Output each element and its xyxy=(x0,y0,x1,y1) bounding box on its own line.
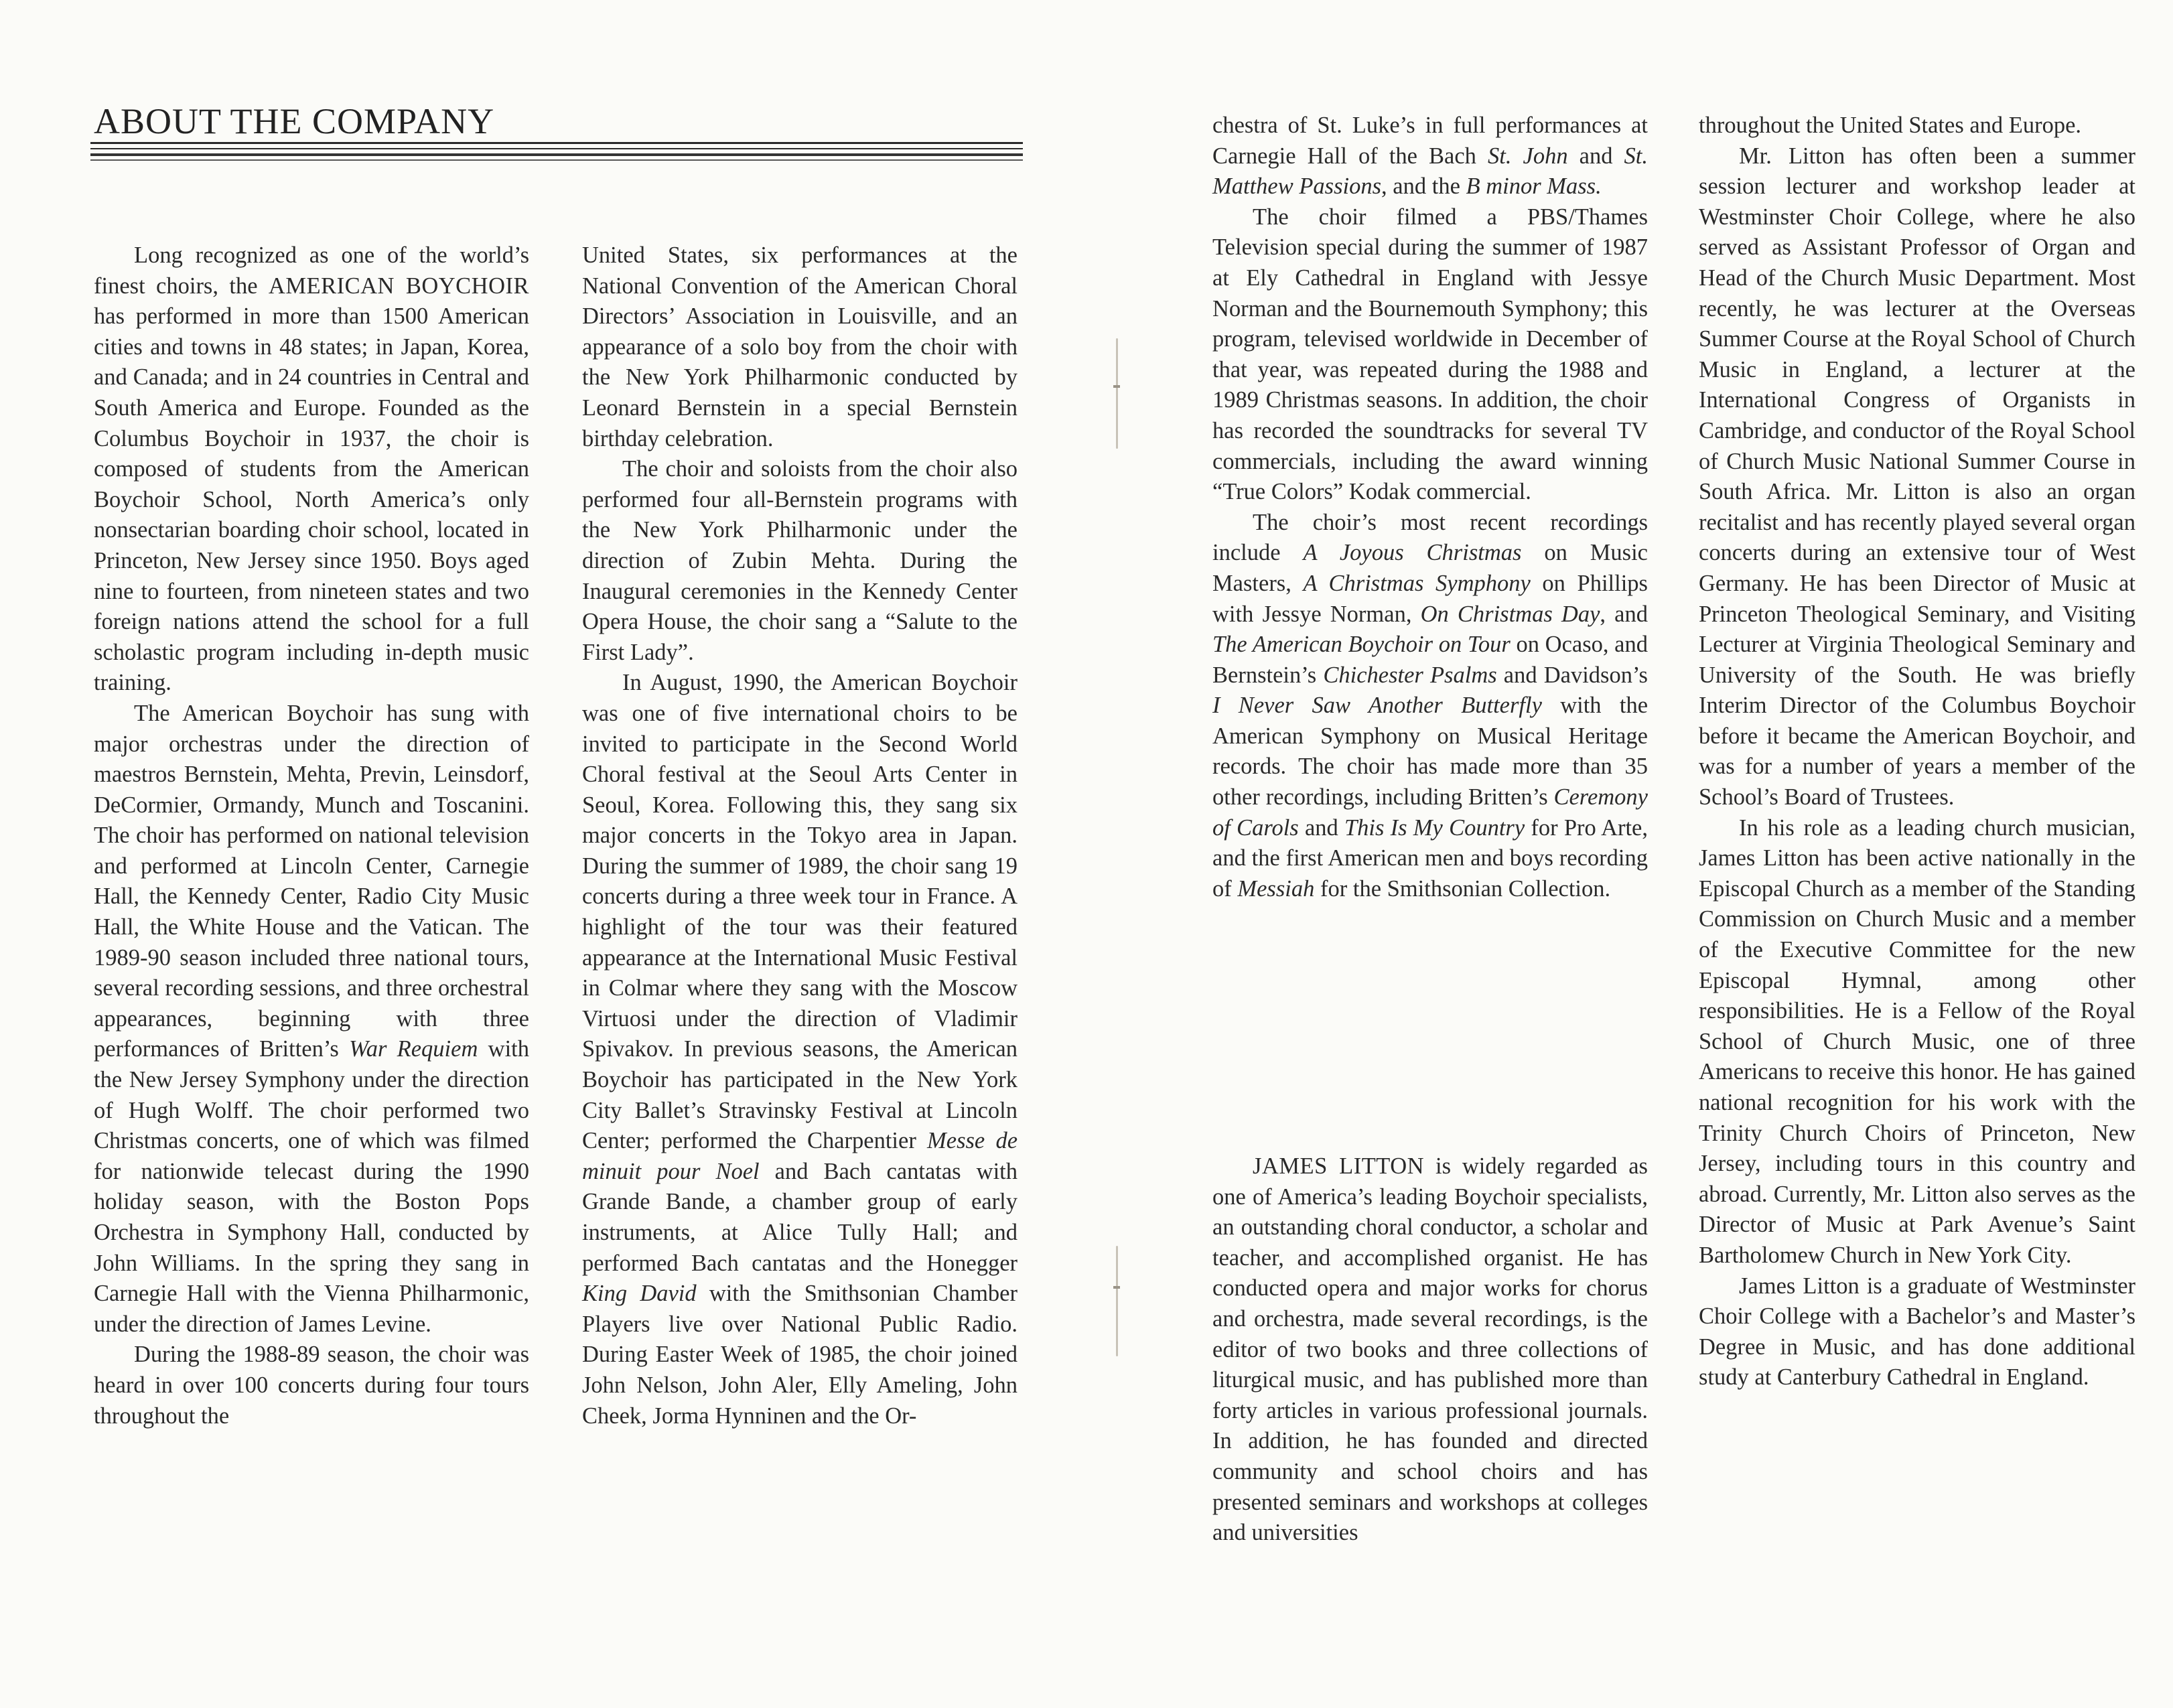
paragraph: chestra of St. Luke’s in full performances at Carnegie Hall of the Bach St. John and St. Matthew Passions, and the B minor Mass. xyxy=(1212,113,1648,200)
page-title: ABOUT THE COMPANY xyxy=(94,101,495,141)
paragraph: The choir filmed a PBS/Thames Television special during the summer of 1987 at Ely Cathedral in England with Jessye Norman and the Bournemouth Symphony; this program, televised worldwide in December of that year, was repeated during the 1988 and 1989 Christmas seasons. In addition, the choir has recorded the soundtracks for several TV commercials, including the award winning “True Colors” Kodak commercial. xyxy=(1212,204,1648,505)
title-rule xyxy=(90,159,1023,161)
paragraph: United States, six performances at the National Convention of the American Choral Directors’ Association in Louisville, and an appearance of a solo boy from the choir with the New York Philharmonic conducted by Leonard Bernstein in a special Bernstein birthday celebration. xyxy=(582,242,1018,451)
text-column-4 xyxy=(1699,111,2135,1393)
paragraph: James Litton is a graduate of Westminster Choir College with a Bachelor’s and Master’s Degree in Music, and has done additional study at Canterbury Cathedral in England. xyxy=(1699,1273,2135,1391)
litton-bio-column xyxy=(1212,1151,1648,1549)
paragraph: During the 1988-89 season, the choir was heard in over 100 concerts during four tours throughout the xyxy=(94,1342,529,1429)
paragraph: JAMES LITTON is widely regarded as one of America’s leading Boychoir specialists, an outstanding choral conductor, a scholar and teacher, and accomplished organist. He has conducted opera and major works for chorus and orchestra, made several recordings, is the editor of two books and three collections of liturgical music, and has published more than forty articles in various professional journals. In addition, he has founded and directed community and school choirs and has presented seminars and workshops at colleges and universities xyxy=(1212,1153,1648,1546)
paragraph: The choir’s most recent recordings include A Joyous Christmas on Music Masters, A Christmas Symphony on Phillips with Jessye Norman, On Christmas Day, and The American Boychoir on Tour on Ocaso, and Bernstein’s Chichester Psalms and Davidson’s I Never Saw Another Butterfly with the American Symphony on Musical Heritage records. The choir has made more than 35 other recordings, including Britten’s Ceremony of Carols and This Is My Country for Pro Arte, and the first American men and boys recording of Messiah for the Smithsonian Collection. xyxy=(1212,509,1649,902)
text-column-2 xyxy=(582,240,1018,1431)
staple-mark xyxy=(1116,1246,1118,1356)
paragraph: In his role as a leading church musician, James Litton has been active nationally in the Episcopal Church as a member of the Standing Commission on Church Music and a member of the Executive Committee for the new Episcopal Hymnal, among other responsibilities. He is a Fellow of the Royal School of Church Music, one of three Americans to receive this honor. He has gained national recognition for his work with the Trinity Church Choirs of Princeton, New Jersey, including tours in this country and abroad. Currently, Mr. Litton also serves as the Director of Music at Park Avenue’s Saint Bartholomew Church in New York City. xyxy=(1699,814,2135,1268)
paragraph: throughout the United States and Europe. xyxy=(1699,113,2082,138)
paragraph: Mr. Litton has often been a summer session lecturer and workshop leader at Westminster Choir College, where he also served as Assistant Professor of Organ and Head of the Church Music Department. Most recently, he was lecturer at the Overseas Summer Course at the Royal School of Church Music in England, a lecturer at the International Congress of Organists in Cambridge, and conductor of the Royal School of Church Music National Summer Course in South Africa. Mr. Litton is also an organ recitalist and has recently played several organ concerts during an extensive tour of West Germany. He has been Director of Music at Princeton Theological Seminary, and Visiting Lecturer at Virginia Theological Seminary and University of the South. He was briefly Interim Director of the Columbus Boychoir before it became the American Boychoir, and was for a number of years a member of the School’s Board of Trustees. xyxy=(1699,143,2135,810)
paragraph: The choir and soloists from the choir also performed four all-Bernstein programs with the New York Philharmonic under the direction of Zubin Mehta. During the Inaugural ceremonies in the Kennedy Center Opera House, the choir sang a “Salute to the First Lady”. xyxy=(582,456,1018,665)
title-rule xyxy=(90,148,1023,149)
text-column-1 xyxy=(94,240,529,1431)
title-rule xyxy=(90,153,1023,156)
title-rule xyxy=(90,142,1023,144)
paragraph: The American Boychoir has sung with major orchestras under the direction of maestros Bernstein, Mehta, Previn, Leinsdorf, DeCormier, Ormandy, Munch and Toscanini. The choir has performed on national television and performed at Lincoln Center, Carnegie Hall, the Kennedy Center, Radio City Music Hall, the White House and the Vatican. The 1989-90 season included three national tours, several recording sessions, and three orchestral appearances, beginning with three performances of Britten’s War Requiem with the New Jersey Symphony under the direction of Hugh Wolff. The choir performed two Christmas concerts, one of which was filmed for nationwide telecast during the 1990 holiday season, with the Boston Pops Orchestra in Symphony Hall, conducted by John Williams. In the spring they sang in Carnegie Hall with the Vienna Philharmonic, under the direction of James Levine. xyxy=(94,700,529,1337)
staple-mark xyxy=(1116,338,1118,449)
paragraph: Long recognized as one of the world’s finest choirs, the AMERICAN BOYCHOIR has performed in more than 1500 American cities and towns in 48 states; in Japan, Korea, and Canada; and in 24 countries in Central and South America and Europe. Founded as the Columbus Boychoir in 1937, the choir is composed of students from the American Boychoir School, North America’s only nonsectarian boarding choir school, located in Princeton, New Jersey since 1950. Boys aged nine to fourteen, from nineteen states and two foreign nations attend the school for a full scholastic program including in-depth music training. xyxy=(94,242,530,696)
text-column-3 xyxy=(1212,111,1648,904)
paragraph: In August, 1990, the American Boychoir was one of five international choirs to be invited to participate in the Second World Choral festival at the Seoul Arts Center in Seoul, Korea. Following this, they sang six major concerts in the Tokyo area in Japan. During the summer of 1989, the choir sang 19 concerts during a three week tour in France. A highlight of the tour was their featured appearance at the International Music Festival in Colmar where they sang with the Moscow Virtuosi under the direction of Vladimir Spivakov. In previous seasons, the American Boychoir has participated in the New York City Ballet’s Stravinsky Festival at Lincoln Center; performed the Charpentier Messe de minuit pour Noel and Bach cantatas with Grande Bande, a chamber group of early instruments, at Alice Tully Hall; and performed Bach cantatas and the Honegger King David with the Smithsonian Chamber Players live over National Public Radio. During Easter Week of 1985, the choir joined John Nelson, John Aler, Elly Ameling, John Cheek, Jorma Hynninen and the Or- xyxy=(582,670,1018,1429)
